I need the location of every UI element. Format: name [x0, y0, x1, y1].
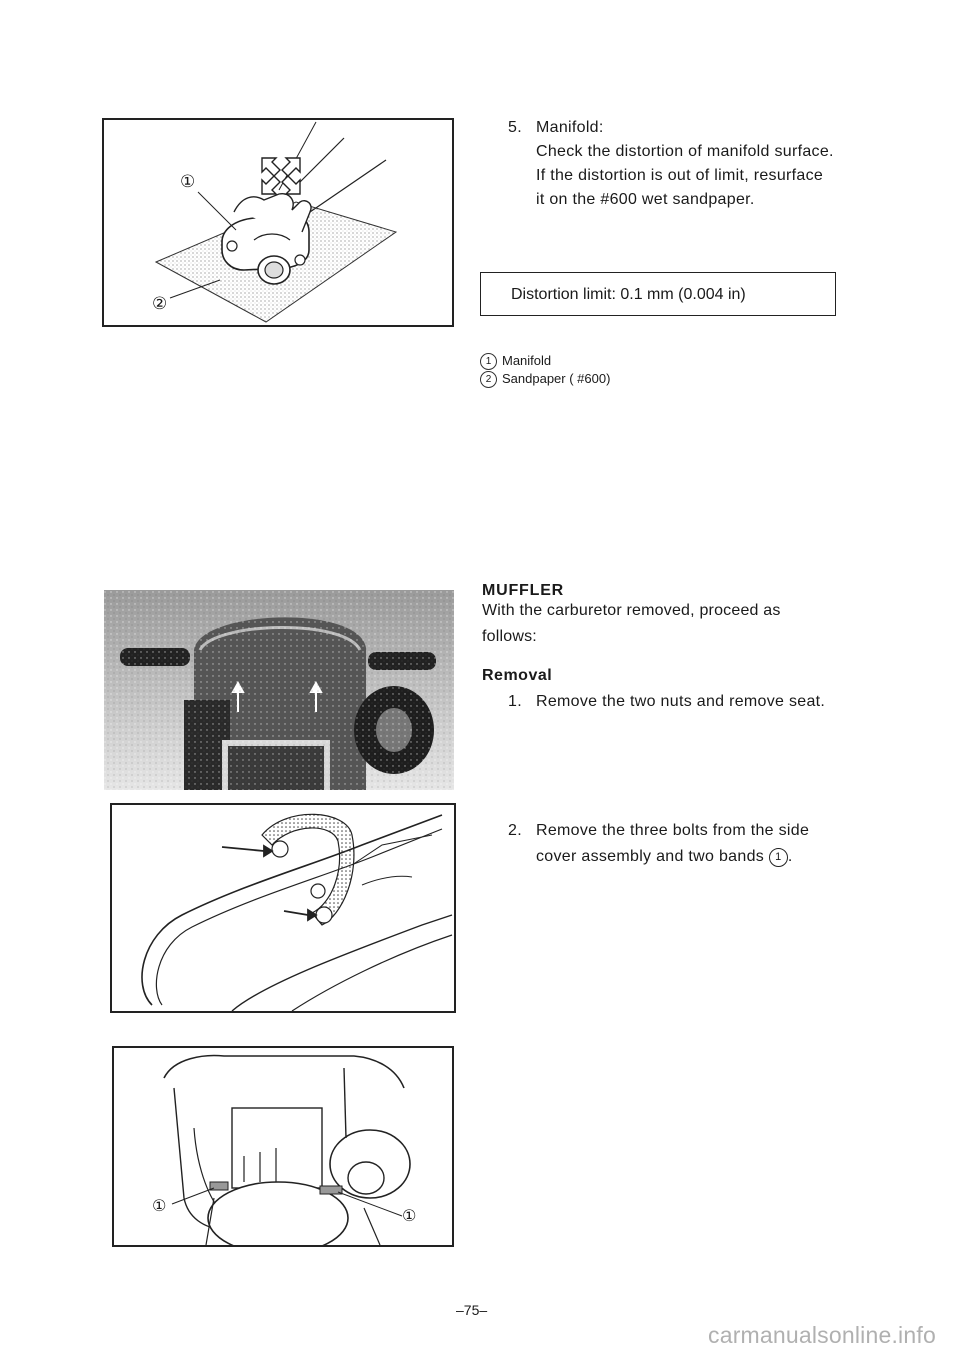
callout-2: ② [152, 294, 168, 313]
removal-step-2-line-1: Remove the three bolts from the side [536, 822, 810, 839]
step-5 [508, 116, 868, 216]
band-callout-right: ① [402, 1208, 417, 1225]
legend-label: Sandpaper ( #600) [502, 371, 611, 386]
seat-photo [104, 590, 454, 790]
manifold-figure [102, 118, 454, 327]
muffler-intro-line-2: follows: [482, 628, 537, 645]
band-callout-left: ① [152, 1198, 167, 1215]
page-number: –75– [456, 1302, 488, 1318]
removal-step-2-number: 2. [508, 822, 522, 839]
muffler-intro [482, 598, 862, 650]
removal-step-1-number: 1. [508, 693, 522, 710]
distortion-limit-box [480, 272, 836, 316]
removal-step-1 [508, 690, 868, 716]
band-ref-mark: 1 [769, 848, 788, 867]
muffler-intro-line-1: With the carburetor removed, proceed as [482, 602, 781, 619]
legend-mark: 2 [480, 371, 497, 388]
legend-item [480, 352, 680, 370]
figure-legend [480, 352, 680, 388]
site-watermark: carmanualsonline.info [708, 1322, 936, 1348]
step-5-title: Manifold: [536, 119, 604, 136]
step-5-line-3: it on the #600 wet sandpaper. [536, 191, 755, 208]
side-cover-illustration [112, 805, 454, 1011]
cross-arrows-icon [262, 158, 300, 194]
legend-mark: 1 [480, 353, 497, 370]
removal-step-1-text: Remove the two nuts and remove seat. [536, 693, 826, 710]
step-5-number: 5. [508, 119, 522, 136]
muffler-heading: MUFFLER [482, 582, 565, 599]
removal-step-2-line-2 [536, 844, 809, 870]
removal-step-2-tail: . [787, 848, 793, 865]
step-5-line-2: If the distortion is out of limit, resurface [536, 167, 824, 184]
rear-view-figure [112, 1046, 454, 1247]
legend-item [480, 370, 680, 388]
removal-heading: Removal [482, 667, 553, 684]
legend-label: Manifold [502, 353, 552, 368]
seat-photo-image [104, 590, 454, 790]
distortion-limit-text: Distortion limit: 0.1 mm (0.004 in) [511, 286, 746, 303]
removal-step-2-line-2-text: cover assembly and two bands [536, 848, 765, 865]
callout-1: ① [180, 172, 196, 191]
side-cover-figure [110, 803, 456, 1013]
step-5-line-1: Check the distortion of manifold surface. [536, 143, 834, 160]
removal-step-2 [508, 818, 868, 874]
